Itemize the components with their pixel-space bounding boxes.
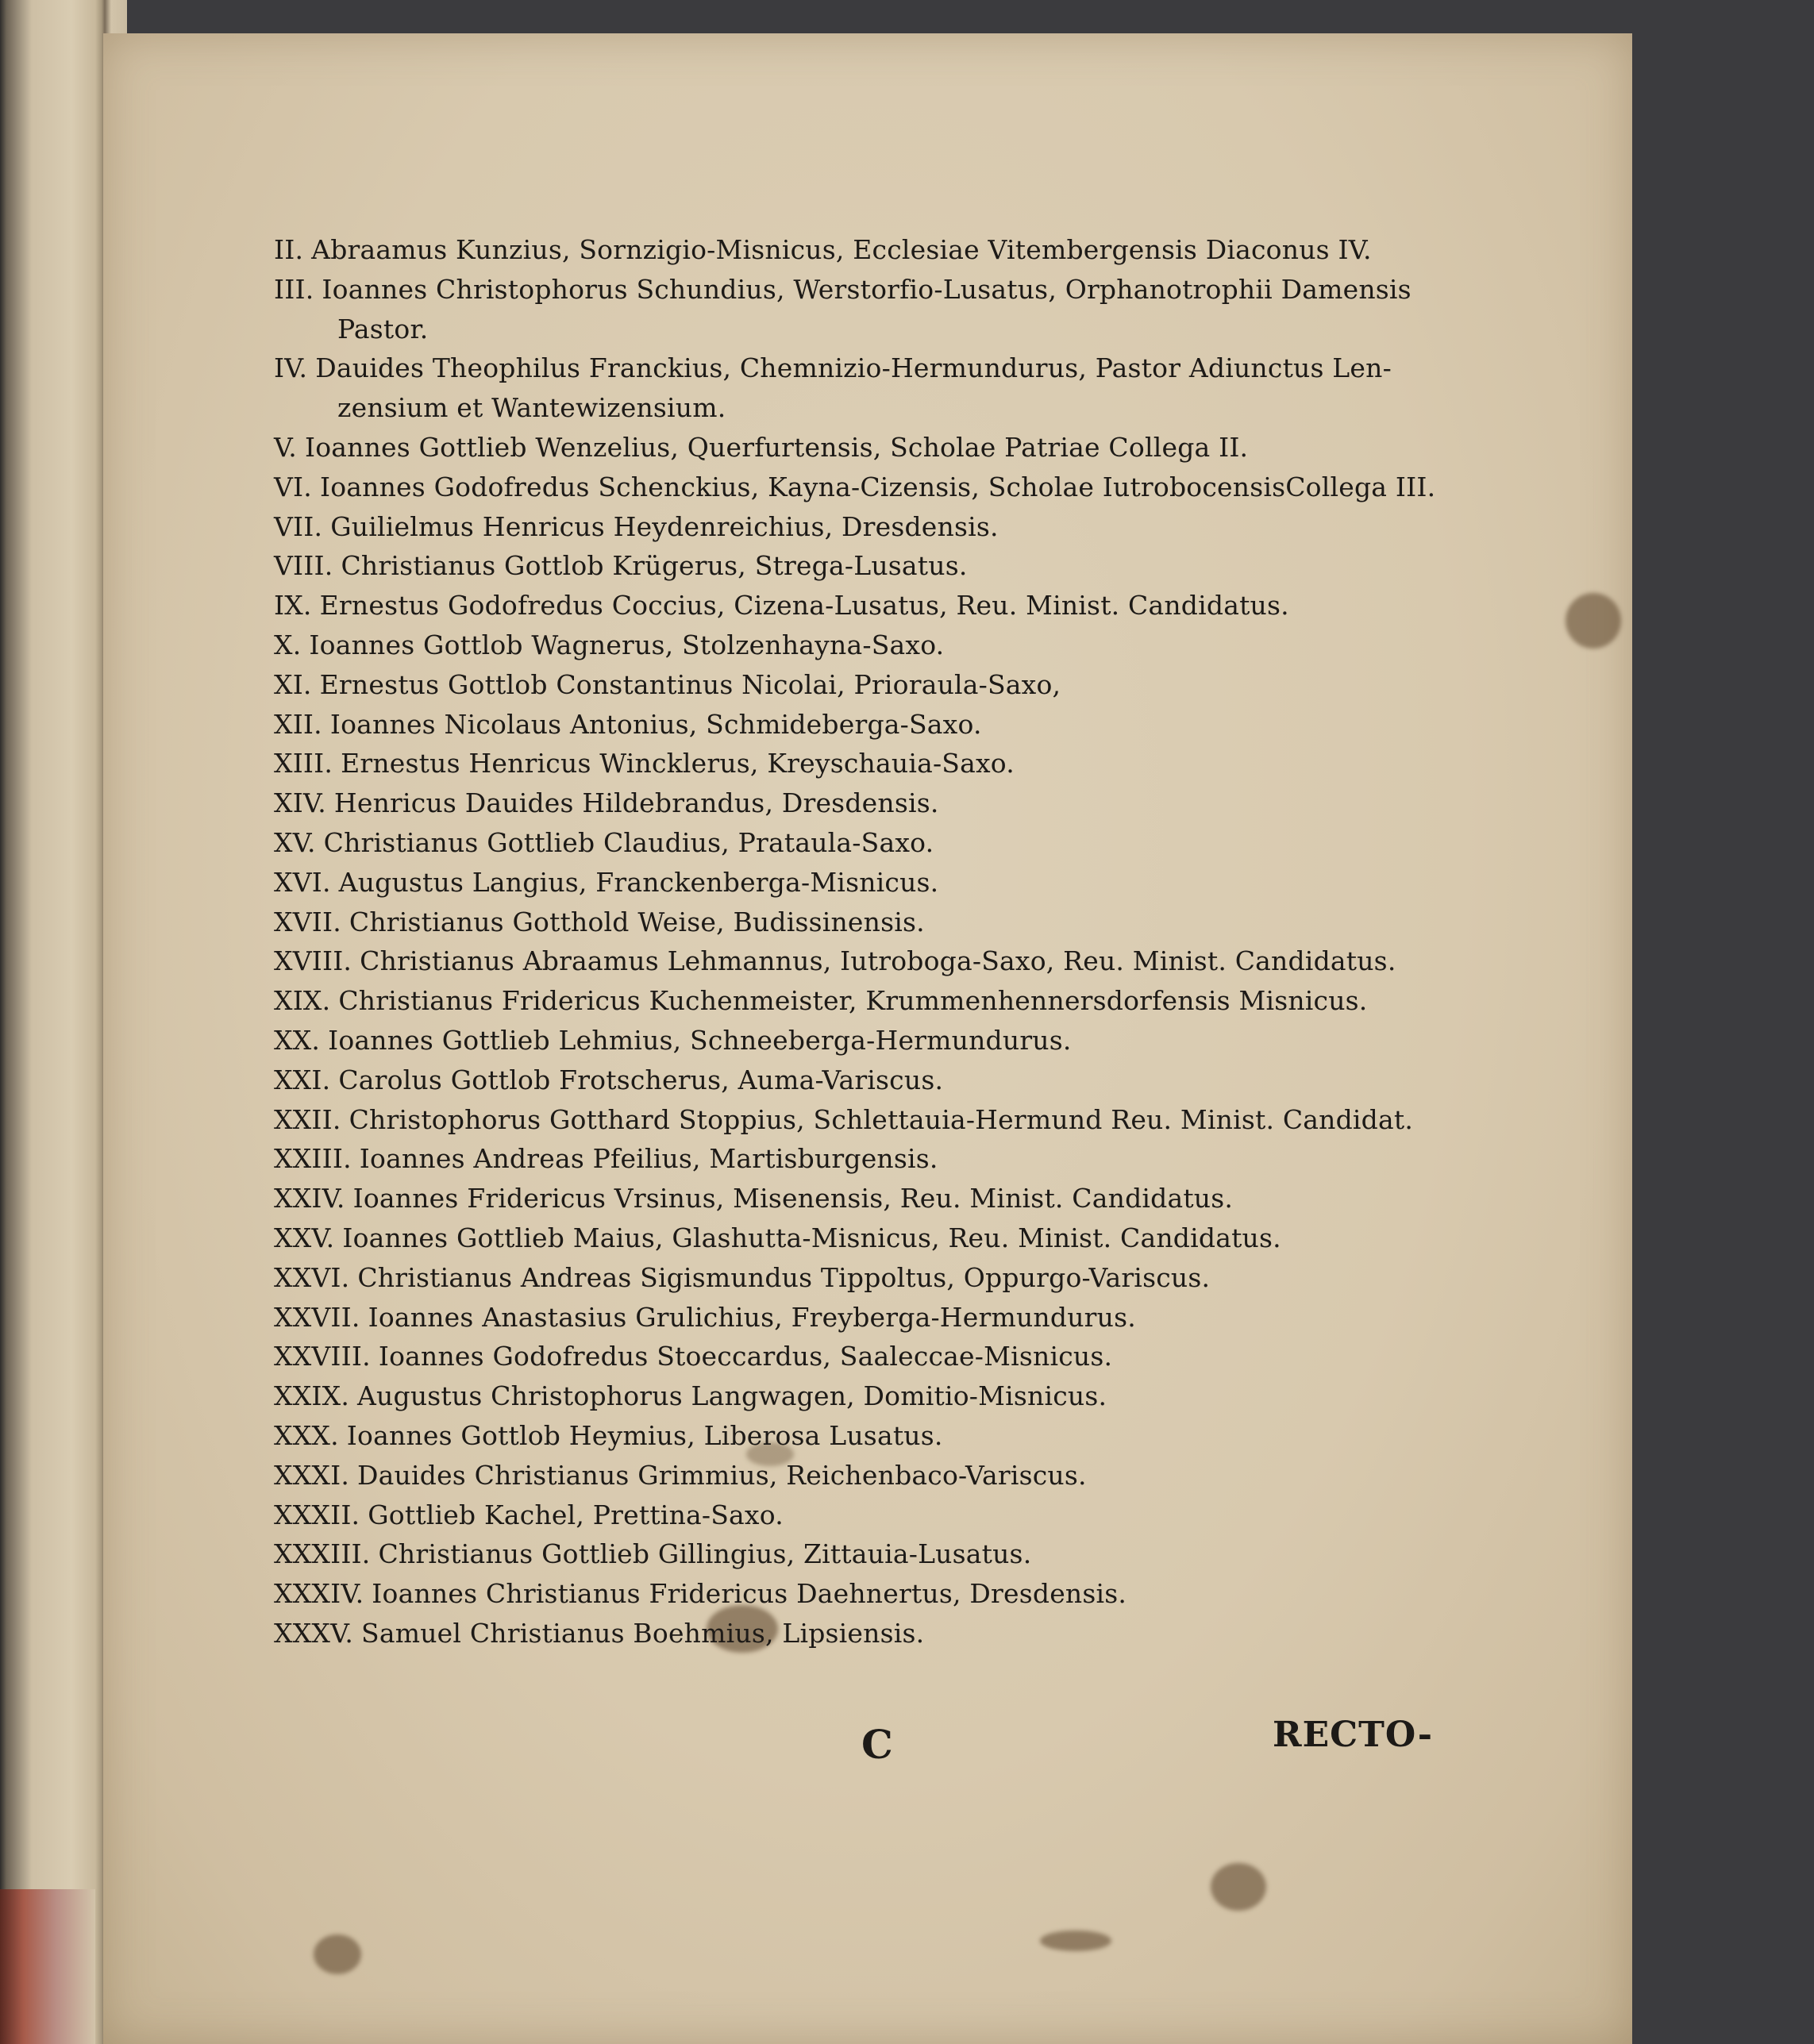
entry-text: Ernestus Henricus Wincklerus, Kreyschauia-Saxo. [341, 748, 1015, 779]
entry-number: III. [274, 273, 314, 305]
entry-number: VIII. [274, 550, 333, 582]
entry-text: Christianus Abraamus Lehmannus, Iutroboga-Saxo, Reu. Minist. Candidatus. [360, 945, 1396, 977]
list-item [274, 1218, 1425, 1258]
entry-text: Ernestus Godofredus Coccius, Cizena-Lusatus, Reu. Minist. Candidatus. [319, 590, 1289, 622]
entry-text: Ioannes Andreas Pfeilius, Martisburgensis. [359, 1143, 938, 1175]
entry-number: XIV. [274, 787, 326, 819]
entry-number: XVII. [274, 906, 341, 937]
foxing-stain [314, 1934, 361, 1974]
entry-number: X. [274, 629, 302, 660]
entry-number: XXXV. [274, 1617, 354, 1649]
entry-continuation: Pastor. [337, 313, 429, 345]
list-item [274, 1139, 1425, 1179]
list-item [274, 1376, 1425, 1416]
entry-number: V. [274, 431, 297, 463]
list-item [274, 230, 1425, 270]
list-item [274, 626, 1425, 665]
list-item [274, 1456, 1425, 1495]
list-item [274, 941, 1425, 981]
entry-text: Ioannes Gottlob Heymius, Liberosa Lusatus. [346, 1419, 943, 1451]
binding-strip [0, 1889, 95, 2044]
entry-text: Christianus Fridericus Kuchenmeister, Krummenhennersdorfensis Misnicus. [338, 985, 1368, 1017]
entry-text: Christianus Gottlieb Claudius, Prataula-Saxo. [323, 826, 934, 858]
entry-number: II. [274, 234, 304, 265]
foxing-stain [1040, 1930, 1111, 1951]
entry-number: XXXI. [274, 1459, 350, 1491]
entry-number: XXX. [274, 1419, 339, 1451]
entry-number: XII. [274, 708, 322, 740]
entry-text: Ioannes Christianus Fridericus Daehnertus, Dresdensis. [372, 1578, 1127, 1610]
list-item [274, 823, 1425, 863]
entry-text: Guilielmus Henricus Heydenreichius, Dresdensis. [330, 510, 999, 542]
entry-text: Dauides Christianus Grimmius, Reichenbaco-Variscus. [357, 1459, 1087, 1491]
entry-text: Ioannes Gottlieb Wenzelius, Querfurtensis, Scholae Patriae Collega II. [304, 431, 1249, 463]
entry-number: XXIII. [274, 1143, 352, 1175]
entry-number: XIX. [274, 985, 331, 1017]
entry-number: XXXIII. [274, 1538, 371, 1570]
entry-number: VII. [274, 510, 323, 542]
list-item [274, 1614, 1425, 1653]
list-item [274, 783, 1425, 823]
entry-continuation: zensium et Wantewizensium. [337, 392, 726, 424]
entry-list [274, 230, 1436, 1653]
entry-number: XXIX. [274, 1380, 350, 1412]
list-item [274, 1179, 1425, 1218]
entry-number: XI. [274, 668, 312, 700]
entry-text: Carolus Gottlob Frotscherus, Auma-Variscus. [338, 1064, 944, 1095]
entry-text: Christianus Andreas Sigismundus Tippoltus, Oppurgo-Variscus. [357, 1261, 1211, 1293]
entry-text: Ioannes Gottlieb Lehmius, Schneeberga-Hermundurus. [328, 1024, 1072, 1056]
list-item [274, 981, 1425, 1021]
entry-number: IV. [274, 352, 308, 384]
entry-number: XXI. [274, 1064, 331, 1095]
list-item [274, 705, 1425, 745]
entry-text: Gottlieb Kachel, Prettina-Saxo. [368, 1499, 784, 1530]
entry-number: XVIII. [274, 945, 352, 977]
entry-text: Christianus Gotthold Weise, Budissinensis. [349, 906, 925, 937]
entry-text: Christianus Gottlieb Gillingius, Zittauia-Lusatus. [378, 1538, 1032, 1570]
list-item [274, 270, 1425, 349]
entry-text: Abraamus Kunzius, Sornzigio-Misnicus, Ecclesiae Vitembergensis Diaconus IV. [311, 234, 1372, 265]
list-item [274, 1574, 1425, 1614]
list-item [274, 1337, 1425, 1376]
entry-text: Ioannes Godofredus Stoeccardus, Saaleccae-Misnicus. [378, 1341, 1113, 1372]
entry-text: Christianus Gottlob Krügerus, Strega-Lusatus. [341, 550, 968, 582]
list-item [274, 1534, 1425, 1574]
entry-text: Ioannes Gottlieb Maius, Glashutta-Misnicus, Reu. Minist. Candidatus. [342, 1222, 1281, 1253]
entry-text: Samuel Christianus Boehmius, Lipsiensis. [361, 1617, 925, 1649]
list-item [274, 1021, 1425, 1060]
list-item [274, 1100, 1425, 1140]
list-item [274, 546, 1425, 586]
list-item [274, 665, 1425, 705]
foxing-stain [1211, 1863, 1266, 1911]
list-item [274, 1298, 1425, 1338]
entry-text: Ioannes Gottlob Wagnerus, Stolzenhayna-Saxo. [309, 629, 945, 660]
entry-text: Augustus Langius, Franckenberga-Misnicus. [338, 866, 939, 898]
list-item [274, 507, 1425, 547]
entry-number: XXV. [274, 1222, 335, 1253]
list-item [274, 1495, 1425, 1535]
entry-number: XX. [274, 1024, 321, 1056]
signature-mark: C [861, 1721, 893, 1768]
entry-text: Ioannes Christophorus Schundius, Werstorfio-Lusatus, Orphanotrophii Damensis [322, 273, 1412, 305]
list-item [274, 1060, 1425, 1100]
entry-number: XXVI. [274, 1261, 350, 1293]
catchword: RECTO- [1273, 1715, 1434, 1755]
entry-number: XVI. [274, 866, 331, 898]
entry-number: XV. [274, 826, 316, 858]
entry-number: XXXIV. [274, 1578, 364, 1610]
entry-number: XXVIII. [274, 1341, 371, 1372]
entry-text: Henricus Dauides Hildebrandus, Dresdensis. [333, 787, 939, 819]
list-item [274, 586, 1425, 626]
entry-text: Ioannes Fridericus Vrsinus, Misenensis, Reu. Minist. Candidatus. [352, 1183, 1234, 1214]
list-item [274, 744, 1425, 783]
entry-number: VI. [274, 471, 312, 502]
entry-number: XIII. [274, 748, 333, 779]
entry-number: IX. [274, 590, 312, 622]
entry-text: Augustus Christophorus Langwagen, Domitio-Misnicus. [357, 1380, 1107, 1412]
entry-text: Dauides Theophilus Franckius, Chemnizio-Hermundurus, Pastor Adiunctus Len- [315, 352, 1392, 384]
list-item [274, 348, 1425, 428]
list-item [274, 1416, 1425, 1456]
list-item [274, 863, 1425, 903]
entry-text: Ernestus Gottlob Constantinus Nicolai, Prioraula-Saxo, [319, 668, 1061, 700]
entry-text: Christophorus Gotthard Stoppius, Schlettauia-Hermund Reu. Minist. Candidat. [349, 1103, 1414, 1135]
entry-number: XXIV. [274, 1183, 345, 1214]
entry-text: Ioannes Nicolaus Antonius, Schmideberga-Saxo. [329, 708, 982, 740]
entry-number: XXVII. [274, 1301, 360, 1333]
entry-number: XXXII. [274, 1499, 360, 1530]
list-item [274, 1258, 1425, 1298]
list-item [274, 468, 1436, 507]
foxing-stain [1566, 593, 1621, 649]
entry-number: XXII. [274, 1103, 341, 1135]
entry-text: Ioannes Godofredus Schenckius, Kayna-Cizensis, Scholae IutrobocensisCollega III. [319, 471, 1436, 502]
entry-text: Ioannes Anastasius Grulichius, Freyberga-Hermundurus. [368, 1301, 1136, 1333]
list-item [274, 903, 1425, 942]
list-item [274, 428, 1425, 468]
